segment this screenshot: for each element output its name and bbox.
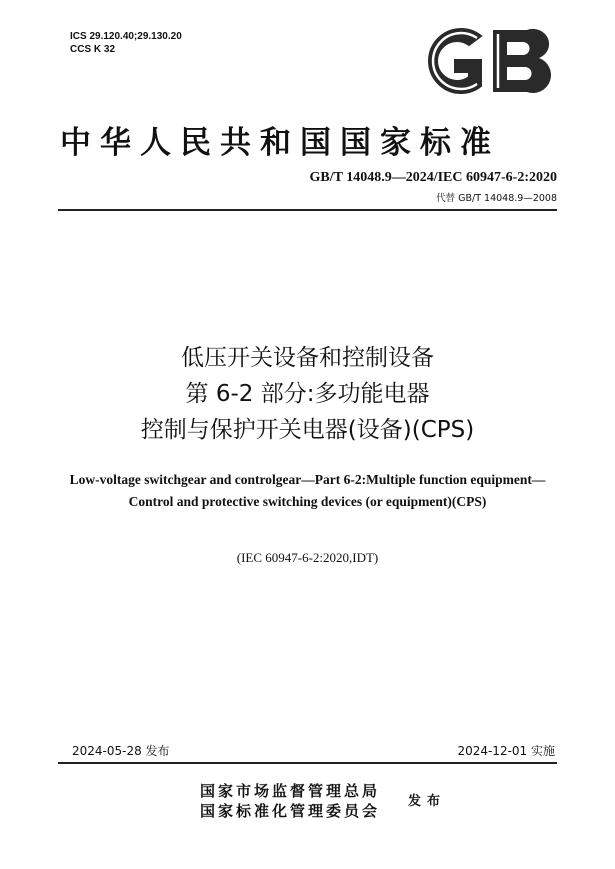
- publish-label: 发布: [408, 794, 447, 809]
- classification-codes: [70, 30, 182, 56]
- title-cn-line2: 第 6-2 部分:多功能电器: [185, 381, 430, 407]
- iec-reference: (IEC 60947-6-2:2020,IDT): [236, 550, 379, 565]
- gb-logo-icon: [415, 22, 557, 100]
- publisher-org-2: 国家标准化管理委员会: [200, 802, 381, 820]
- publisher-org-1: 国家市场监督管理总局: [200, 782, 381, 800]
- ccs-code: CCS K 32: [70, 44, 116, 55]
- title-cn-line1: 低压开关设备和控制设备: [181, 345, 434, 371]
- implementation-date: 2024-12-01 实施: [457, 744, 555, 758]
- title-cn-line3: 控制与保护开关电器(设备)(CPS): [140, 417, 475, 443]
- national-standard-heading: 中华人民共和国国家标准: [60, 125, 500, 161]
- header-divider: [58, 209, 557, 211]
- title-en-line1: Low-voltage switchgear and controlgear—Part 6-2:Multiple function equipment—: [69, 472, 546, 487]
- ics-code: ICS 29.120.40;29.130.20: [70, 31, 182, 42]
- footer-divider: [58, 762, 557, 764]
- issue-date: 2024-05-28 发布: [72, 744, 170, 758]
- standard-number: GB/T 14048.9—2024/IEC 60947-6-2:2020: [309, 170, 557, 185]
- replaces-note: 代替 GB/T 14048.9—2008: [436, 193, 557, 204]
- title-en-line2: Control and protective switching devices (or equipment)(CPS): [128, 494, 487, 509]
